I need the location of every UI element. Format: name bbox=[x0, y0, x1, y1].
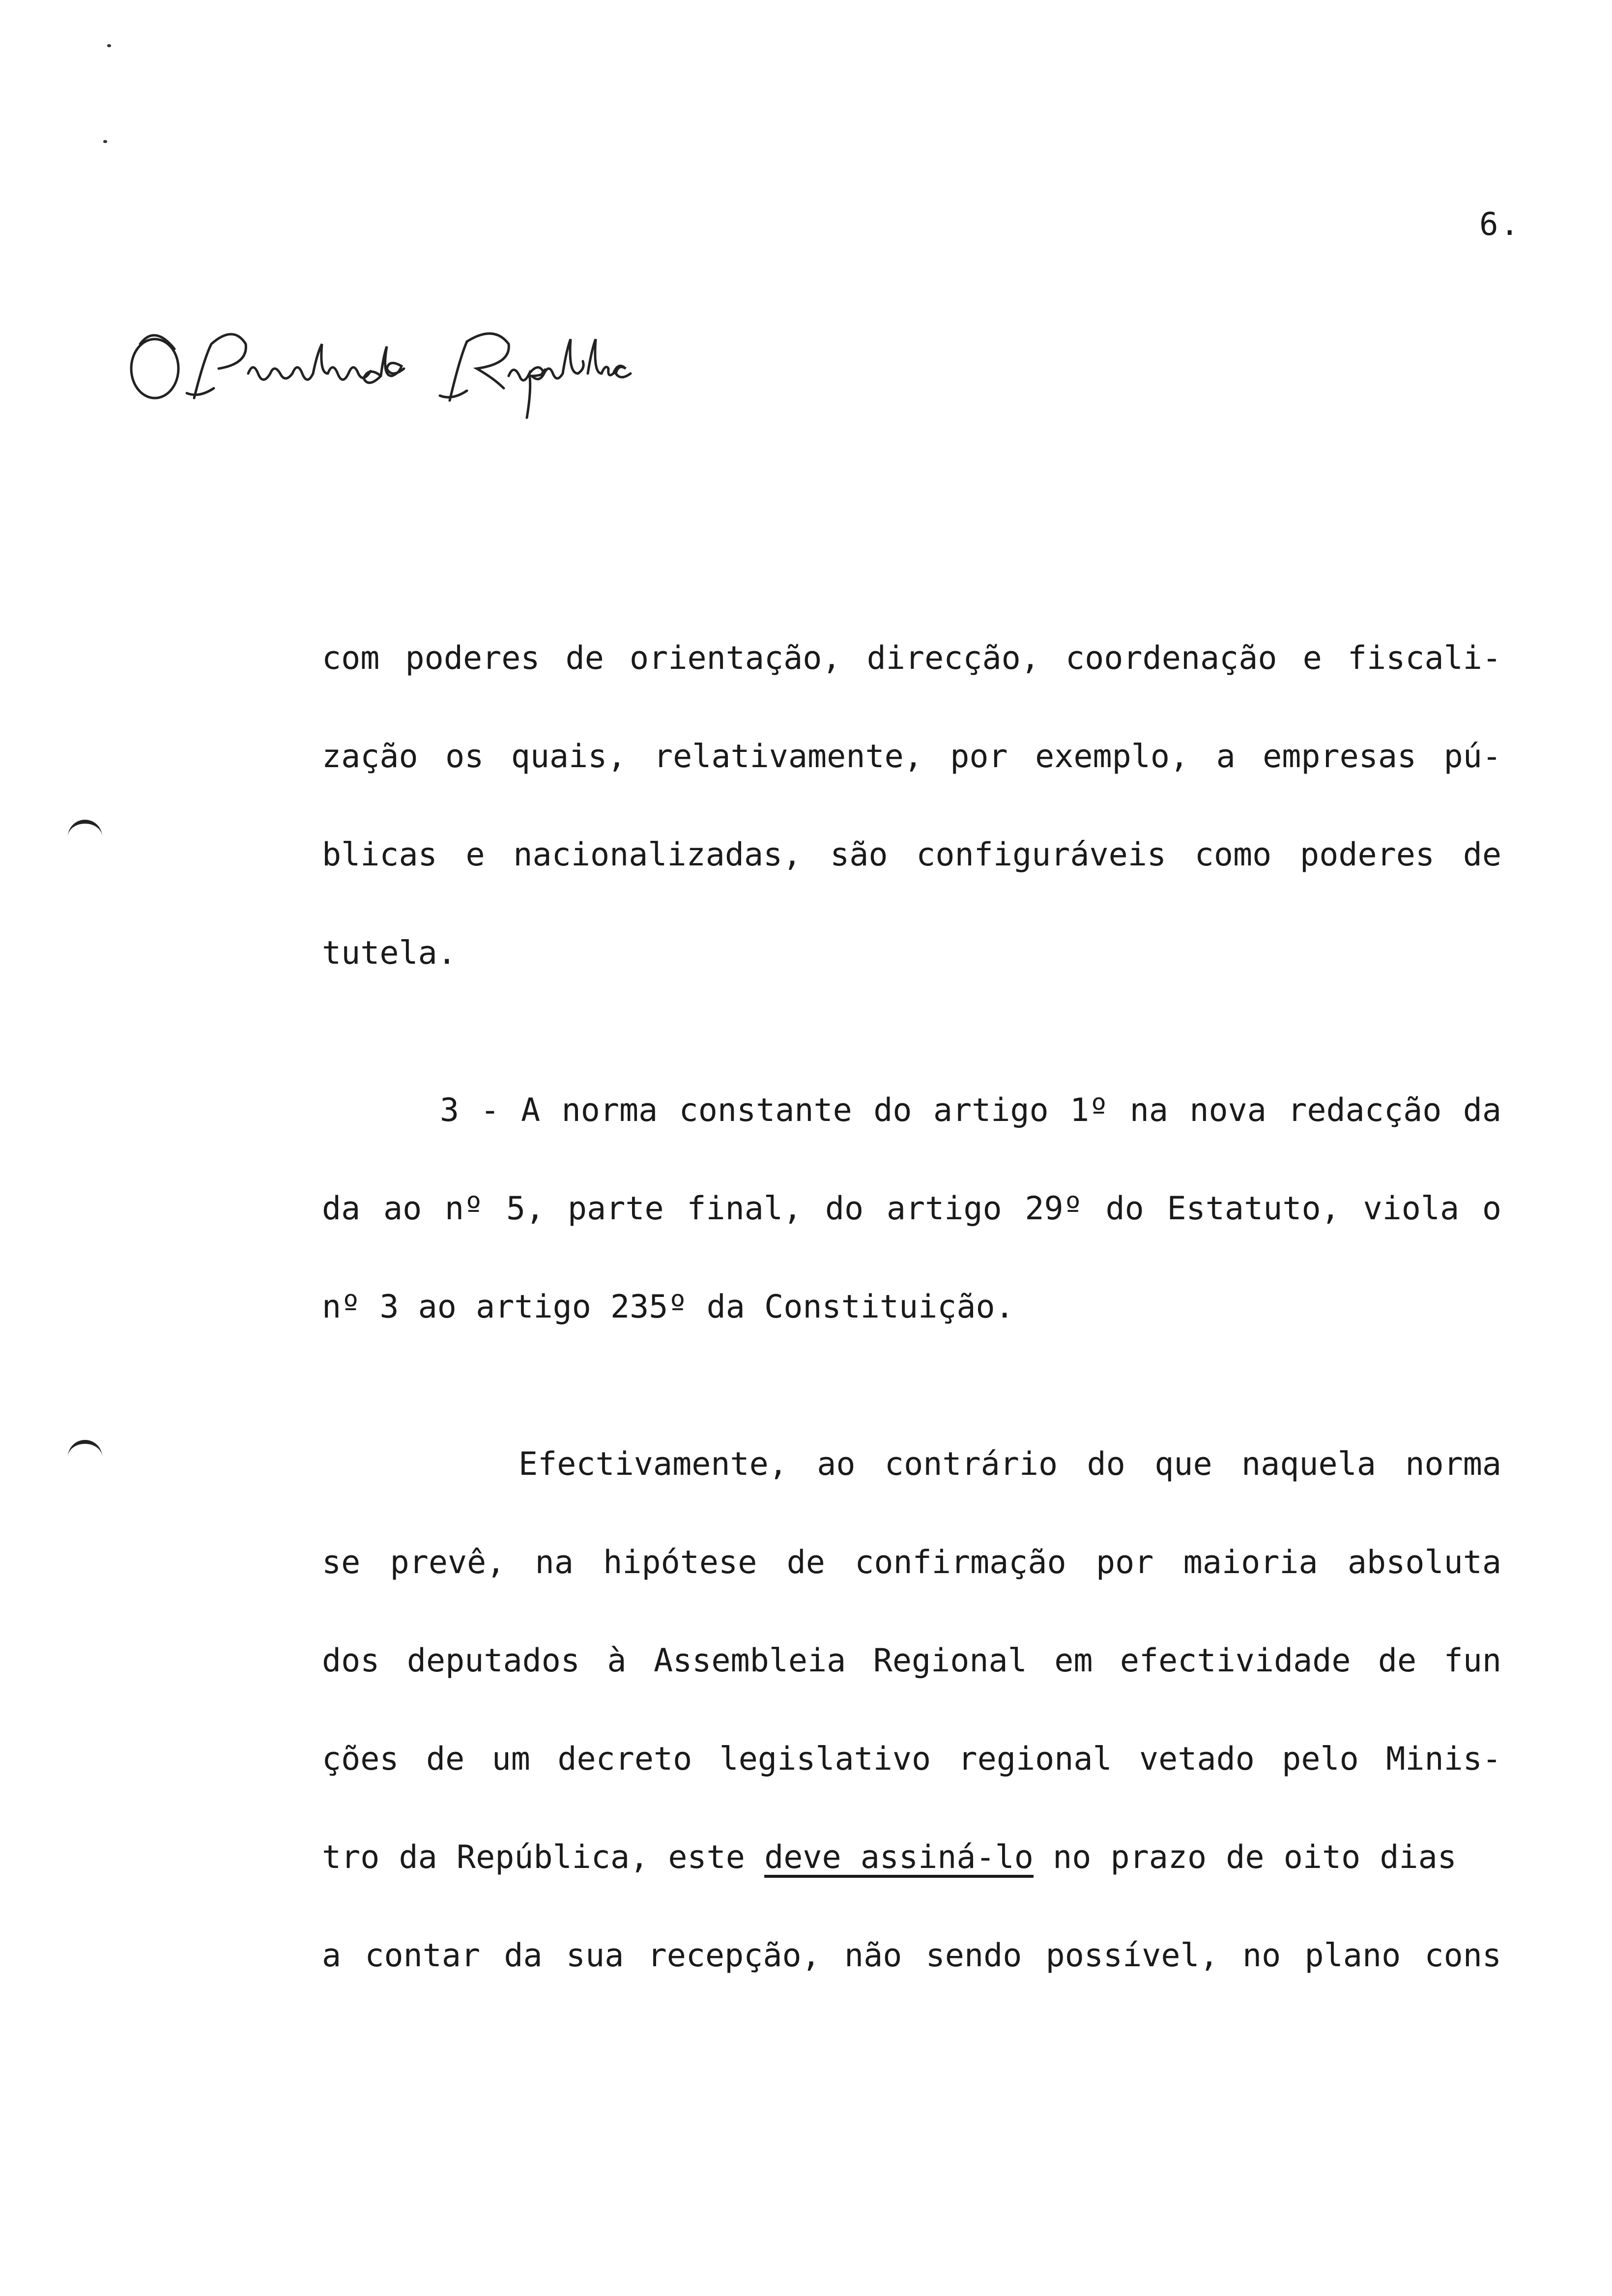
letterhead-signature bbox=[120, 315, 661, 423]
text-line: a contar da sua recepção, não sendo possível, no plano cons bbox=[322, 1937, 1501, 1974]
text-fragment: tro da República, este bbox=[322, 1839, 745, 1876]
text-line: Efectivamente, ao contrário do que naquela norma bbox=[518, 1446, 1501, 1483]
text-line: nº 3 ao artigo 235º da Constituição. bbox=[322, 1289, 1014, 1325]
scan-speck bbox=[103, 140, 107, 143]
scan-speck bbox=[107, 44, 111, 47]
text-line: se prevê, na hipótese de confirmação por maioria absoluta bbox=[322, 1544, 1501, 1581]
text-line: 3 - A norma constante do artigo 1º na nova redacção da bbox=[440, 1092, 1501, 1129]
page-number: 6. bbox=[1479, 206, 1522, 243]
document-body bbox=[322, 609, 1501, 2005]
text-fragment: no prazo de oito dias bbox=[1053, 1839, 1457, 1876]
text-line: blicas e nacionalizadas, são configuráveis como poderes de bbox=[322, 836, 1501, 873]
text-line: dos deputados à Assembleia Regional em efectividade de fun bbox=[322, 1642, 1501, 1679]
text-line: tutela. bbox=[322, 935, 457, 972]
margin-punch-mark bbox=[68, 1440, 102, 1459]
text-line: ções de um decreto legislativo regional vetado pelo Minis- bbox=[322, 1741, 1501, 1778]
text-line: zação os quais, relativamente, por exemplo, a empresas pú- bbox=[322, 738, 1501, 775]
underlined-phrase: deve assiná-lo bbox=[764, 1839, 1034, 1876]
margin-punch-mark bbox=[68, 820, 102, 838]
text-line: com poderes de orientação, direcção, coordenação e fiscali- bbox=[322, 640, 1501, 677]
text-line: da ao nº 5, parte final, do artigo 29º do Estatuto, viola o bbox=[322, 1190, 1501, 1227]
text-line-with-emphasis bbox=[322, 1808, 1501, 1907]
